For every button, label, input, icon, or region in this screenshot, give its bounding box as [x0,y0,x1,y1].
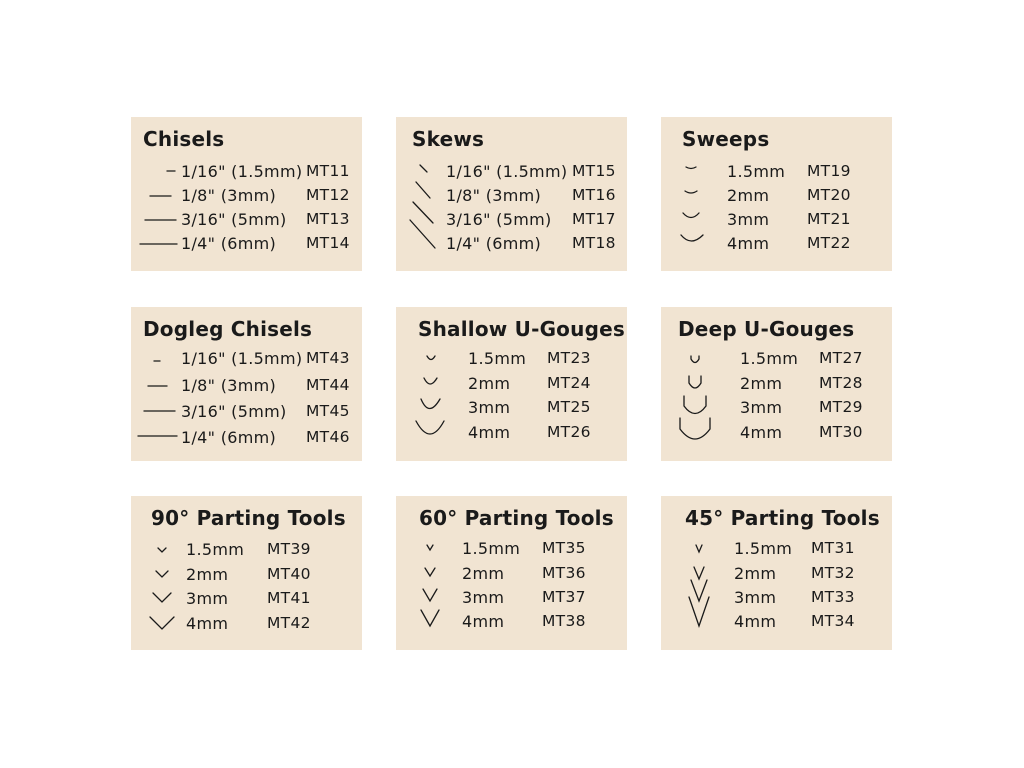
skew-chisel-icon [396,184,446,208]
list-item [661,421,892,445]
list-item [661,537,892,561]
dogleg-chisel-icon [131,426,181,450]
list-item [661,208,892,232]
card-sweeps [661,117,892,271]
list-item [396,208,627,232]
size-label: 4mm [740,423,783,442]
deep-u-gouge-icon [661,396,721,420]
sweep-gouge-icon [661,184,711,208]
size-label: 4mm [468,423,511,442]
list-item [396,347,627,371]
size-label: 2mm [468,374,511,393]
product-code: MT38 [542,612,586,630]
product-code: MT14 [306,234,350,252]
product-code: MT16 [572,186,616,204]
card-skews [396,117,627,271]
list-item [131,347,362,371]
v-parting-tool-icon [661,610,721,634]
size-label: 1.5mm [468,349,527,368]
flat-chisel-icon [131,184,181,208]
list-item [661,396,892,420]
skew-chisel-icon [396,208,446,232]
size-label: 1/8" (3mm) [181,376,277,395]
list-item [661,160,892,184]
card-title: 90° Parting Tools [151,506,346,530]
product-code: MT37 [542,588,586,606]
v-parting-tool-icon [396,610,456,634]
product-code: MT33 [811,588,855,606]
list-item [661,184,892,208]
product-code: MT24 [547,374,591,392]
deep-u-gouge-icon [661,421,721,445]
size-label: 3/16" (5mm) [181,210,287,229]
product-code: MT27 [819,349,863,367]
list-item [396,160,627,184]
size-label: 2mm [186,565,229,584]
u-gouge-icon [396,372,456,396]
card-title: Deep U-Gouges [678,317,855,341]
size-label: 3mm [186,589,229,608]
product-code: MT43 [306,349,350,367]
size-label: 4mm [186,614,229,633]
deep-u-gouge-icon [661,372,721,396]
product-code: MT11 [306,162,350,180]
size-label: 3mm [462,588,505,607]
dogleg-chisel-icon [131,374,181,398]
product-code: MT30 [819,423,863,441]
v-parting-tool-icon [131,587,181,611]
list-item [396,537,627,561]
list-item [661,586,892,610]
card-title: Skews [412,127,485,151]
product-code: MT13 [306,210,350,228]
card-title: Sweeps [682,127,770,151]
product-code: MT35 [542,539,586,557]
list-item [131,587,362,611]
size-label: 4mm [462,612,505,631]
product-code: MT32 [811,564,855,582]
v-parting-tool-icon [131,612,181,636]
card-title: Dogleg Chisels [143,317,313,341]
card-dogleg-chisels [131,307,362,461]
card-title: 45° Parting Tools [685,506,880,530]
v-parting-tool-icon [396,562,456,586]
product-code: MT23 [547,349,591,367]
list-item [131,538,362,562]
list-item [131,426,362,450]
list-item [396,610,627,634]
size-label: 3mm [734,588,777,607]
flat-chisel-icon [131,232,181,256]
size-label: 1.5mm [727,162,786,181]
dogleg-chisel-icon [131,347,181,371]
u-gouge-icon [396,347,456,371]
size-label: 3/16" (5mm) [446,210,552,229]
size-label: 3mm [740,398,783,417]
product-code: MT31 [811,539,855,557]
size-label: 1/16" (1.5mm) [181,349,303,368]
size-label: 3mm [727,210,770,229]
card-45-parting-tools [661,496,892,650]
v-parting-tool-icon [131,563,181,587]
size-label: 2mm [462,564,505,583]
size-label: 2mm [734,564,777,583]
product-code: MT46 [306,428,350,446]
card-shallow-u-gouges [396,307,627,461]
size-label: 1/8" (3mm) [181,186,277,205]
flat-chisel-icon [131,208,181,232]
product-code: MT29 [819,398,863,416]
skew-chisel-icon [396,160,446,184]
size-label: 4mm [727,234,770,253]
product-code: MT42 [267,614,311,632]
size-label: 1/16" (1.5mm) [181,162,303,181]
size-label: 3/16" (5mm) [181,402,287,421]
list-item [396,232,627,256]
product-code: MT18 [572,234,616,252]
v-parting-tool-icon [661,586,721,610]
product-code: MT45 [306,402,350,420]
size-label: 1.5mm [186,540,245,559]
v-parting-tool-icon [131,538,181,562]
sweep-gouge-icon [661,160,711,184]
u-gouge-icon [396,421,456,445]
product-code: MT34 [811,612,855,630]
list-item [661,372,892,396]
product-code: MT21 [807,210,851,228]
list-item [661,610,892,634]
product-code: MT12 [306,186,350,204]
deep-u-gouge-icon [661,347,721,371]
list-item [396,421,627,445]
product-code: MT22 [807,234,851,252]
list-item [131,400,362,424]
product-code: MT17 [572,210,616,228]
v-parting-tool-icon [661,562,721,586]
v-parting-tool-icon [396,586,456,610]
product-code: MT25 [547,398,591,416]
size-label: 1.5mm [462,539,521,558]
list-item [131,232,362,256]
list-item [396,562,627,586]
card-title: 60° Parting Tools [419,506,614,530]
size-label: 2mm [727,186,770,205]
size-label: 1.5mm [740,349,799,368]
size-label: 2mm [740,374,783,393]
list-item [396,396,627,420]
list-item [131,184,362,208]
sweep-gouge-icon [661,208,711,232]
list-item [396,586,627,610]
card-title: Shallow U-Gouges [418,317,625,341]
list-item [661,562,892,586]
size-label: 3mm [468,398,511,417]
product-code: MT15 [572,162,616,180]
list-item [661,232,892,256]
u-gouge-icon [396,396,456,420]
size-label: 1/4" (6mm) [181,234,277,253]
size-label: 1/16" (1.5mm) [446,162,568,181]
product-code: MT36 [542,564,586,582]
v-parting-tool-icon [396,537,456,561]
size-label: 1/4" (6mm) [181,428,277,447]
list-item [396,184,627,208]
product-code: MT41 [267,589,311,607]
product-code: MT44 [306,376,350,394]
size-label: 4mm [734,612,777,631]
product-code: MT40 [267,565,311,583]
card-deep-u-gouges [661,307,892,461]
list-item [131,612,362,636]
list-item [131,208,362,232]
product-code: MT20 [807,186,851,204]
product-code: MT39 [267,540,311,558]
product-code: MT26 [547,423,591,441]
card-60-parting-tools [396,496,627,650]
list-item [131,374,362,398]
list-item [661,347,892,371]
card-title: Chisels [143,127,225,151]
list-item [131,563,362,587]
card-chisels [131,117,362,271]
product-code: MT19 [807,162,851,180]
skew-chisel-icon [396,232,446,256]
card-90-parting-tools [131,496,362,650]
v-parting-tool-icon [661,537,721,561]
size-label: 1/8" (3mm) [446,186,542,205]
product-code: MT28 [819,374,863,392]
size-label: 1/4" (6mm) [446,234,542,253]
flat-chisel-icon [131,160,181,184]
dogleg-chisel-icon [131,400,181,424]
sweep-gouge-icon [661,232,711,256]
size-label: 1.5mm [734,539,793,558]
list-item [131,160,362,184]
list-item [396,372,627,396]
